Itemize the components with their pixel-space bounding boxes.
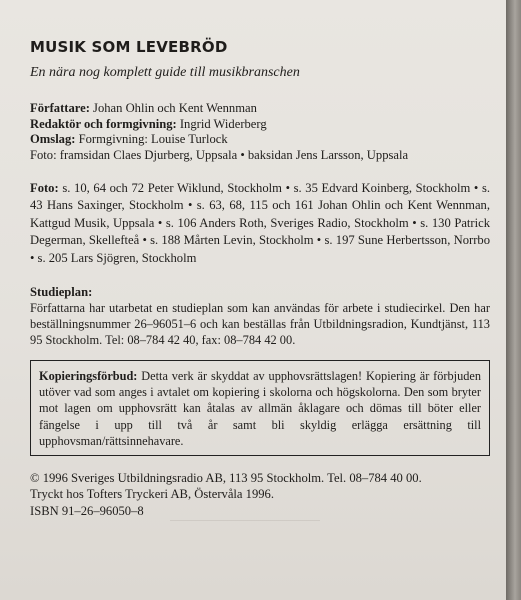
show-through-shadow xyxy=(170,520,320,521)
printer-line: Tryckt hos Tofters Tryckeri AB, Östervåla 1996. xyxy=(30,487,274,502)
photo-text: s. 10, 64 och 72 Peter Wiklund, Stockholm • s. 35 Edvard Koinberg, Stockholm • s. 43 Hans Saxinger, Stockholm • s. 63, 68, 115 och 161 Johan Ohlin och Kent Wennman, Kattgud Musik, Uppsala • s. 106 Anders Roth, Sveriges Radio, Stockholm • s. 130 Patrick Degerman, Skellefteå • s. 188 Mårten Levin, Stockholm • s. 197 Sune Herbertsson, Norrbo • s. 205 Lars Sjögren, Stockholm xyxy=(30,181,490,265)
study-plan-body: Författarna har utarbetat en studieplan som kan användas för arbete i studiecirkel. Den har beställningsnummer 26–96051–6 och kan beställas från Utbildningsradion, Kundtjänst, 113 95 Stockholm. Tel: 08–784 42 40, fax: 08–784 42 00. xyxy=(30,301,490,348)
book-edge xyxy=(506,0,521,600)
author-label: Författare: xyxy=(30,101,90,115)
study-plan-heading: Studieplan: xyxy=(30,285,93,300)
photo-label: Foto: xyxy=(30,181,59,195)
cover-photo-credit: Foto: framsidan Claes Djurberg, Uppsala • baksidan Jens Larsson, Uppsala xyxy=(30,147,409,162)
credits-block xyxy=(30,101,490,163)
book-title: MUSIK SOM LEVEBRÖD xyxy=(30,38,228,56)
cover-credit xyxy=(30,132,490,148)
copying-prohibited-box xyxy=(30,360,490,456)
notice-label: Kopieringsförbud: xyxy=(39,369,138,384)
author-credit xyxy=(30,101,490,117)
photo-credits xyxy=(30,180,490,267)
book-subtitle: En nära nog komplett guide till musikbranschen xyxy=(30,65,300,80)
cover-value: Formgivning: Louise Turlock xyxy=(75,132,228,146)
editor-label: Redaktör och formgivning: xyxy=(30,116,177,131)
author-value: Johan Ohlin och Kent Wennman xyxy=(89,101,257,115)
imprint xyxy=(30,470,490,519)
editor-value: Ingrid Widerberg xyxy=(176,116,267,131)
isbn-line: ISBN 91–26–96050–8 xyxy=(30,503,144,518)
editor-credit xyxy=(30,117,490,133)
colophon xyxy=(30,38,490,519)
notice-text: Detta verk är skyddat av upphovsrättslagen! Kopiering är förbjuden utöver vad som anges i avtalet om kopiering i skolorna och högskolorna. Den som bryter mot lagen om upphovsrätt kan åtalas av allmän åklagare och dömas till böter eller fängelse i upp till två år samt bli skyldig erlägga ersättning till upphovsman/rättsinnehavare. xyxy=(39,369,481,448)
copyright-line: © 1996 Sveriges Utbildningsradio AB, 113 95 Stockholm. Tel. 08–784 40 00. xyxy=(30,471,422,486)
cover-label: Omslag: xyxy=(30,132,76,146)
